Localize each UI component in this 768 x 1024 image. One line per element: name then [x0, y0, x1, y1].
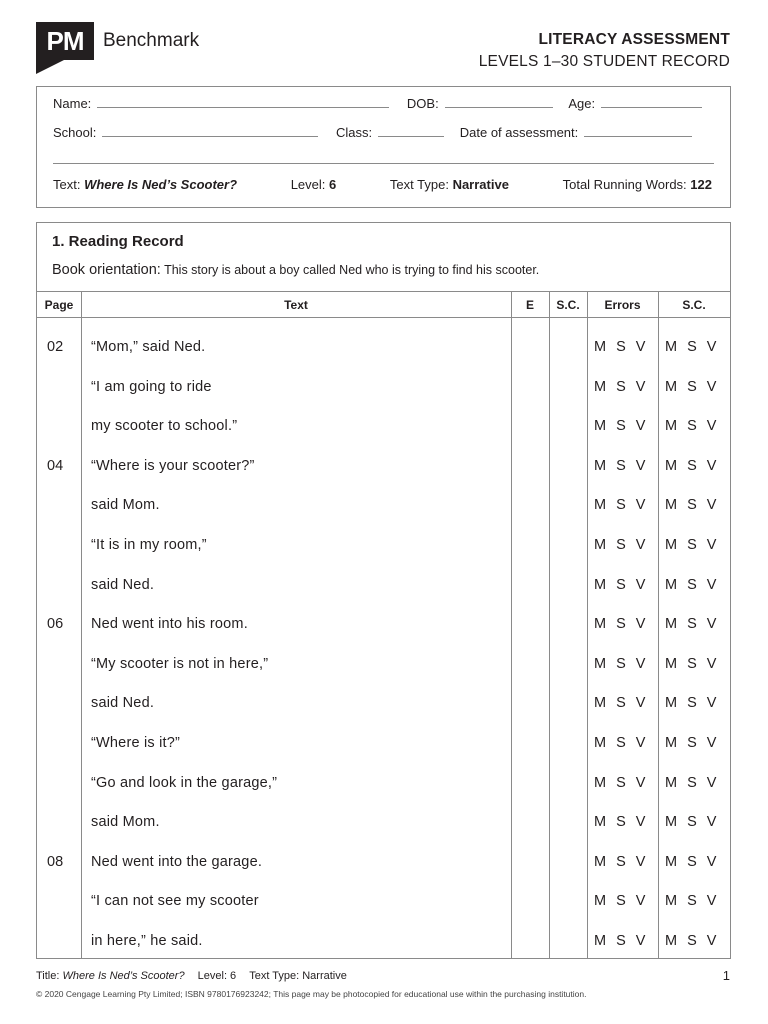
text-cell: “Where is your scooter?” — [91, 457, 255, 474]
info-row-2 — [53, 125, 692, 140]
text-cell: in here,” he said. — [91, 933, 203, 949]
class-label: Class: — [336, 125, 373, 140]
footer-title-label: Title: — [36, 970, 60, 982]
age-field[interactable] — [601, 96, 702, 108]
errors-msv[interactable]: M S V — [594, 497, 649, 514]
sc-msv[interactable]: M S V — [665, 457, 720, 474]
date-field[interactable] — [584, 125, 692, 137]
sc-msv[interactable]: M S V — [665, 774, 720, 791]
level-label: Level: — [290, 177, 326, 192]
table-row — [37, 616, 730, 656]
sc-msv[interactable]: M S V — [665, 339, 720, 355]
page-subtitle: LEVELS 1–30 STUDENT RECORD — [478, 53, 730, 70]
table-header — [37, 291, 730, 318]
sc-msv[interactable]: M S V — [665, 497, 720, 514]
errors-msv[interactable]: M S V — [594, 616, 649, 633]
errors-msv[interactable]: M S V — [594, 537, 649, 553]
footer-type: Text Type: Narrative — [249, 970, 347, 982]
sc-msv[interactable]: M S V — [665, 933, 720, 949]
col-errors: Errors — [604, 298, 641, 312]
errors-msv[interactable]: M S V — [594, 774, 649, 791]
sc-msv[interactable]: M S V — [665, 537, 720, 553]
footer-level: Level: 6 — [197, 970, 237, 982]
type-label: Text Type: — [389, 177, 449, 192]
sc-msv[interactable]: M S V — [665, 893, 720, 910]
text-cell: my scooter to school.” — [91, 418, 238, 435]
dob-field[interactable] — [445, 96, 553, 108]
sc-msv[interactable]: M S V — [665, 418, 720, 435]
text-cell: “Mom,” said Ned. — [91, 339, 206, 355]
table-row — [37, 418, 730, 458]
book-orientation — [52, 262, 539, 278]
words-value: 122 — [690, 177, 712, 192]
text-cell: “It is in my room,” — [91, 537, 207, 553]
errors-msv[interactable]: M S V — [594, 655, 649, 672]
text-cell: said Ned. — [91, 576, 155, 593]
pm-logo-mark — [36, 22, 94, 74]
student-info-box — [36, 86, 731, 208]
type-info — [390, 177, 509, 192]
errors-msv[interactable]: M S V — [594, 853, 649, 870]
brand-word: Benchmark — [103, 30, 200, 51]
text-cell: Ned went into his room. — [91, 616, 248, 633]
errors-msv[interactable]: M S V — [594, 933, 649, 949]
section-title: 1. Reading Record — [52, 233, 184, 250]
school-field[interactable] — [102, 125, 318, 137]
dob-label: DOB: — [406, 96, 439, 111]
pm-logo-text: PM — [36, 22, 94, 60]
col-page: Page — [44, 298, 74, 312]
school-label: School: — [53, 125, 97, 140]
text-cell: Ned went into the garage. — [91, 853, 263, 870]
table-row — [37, 854, 730, 894]
sc-msv[interactable]: M S V — [665, 655, 720, 672]
errors-msv[interactable]: M S V — [594, 576, 649, 593]
page-number: 1 — [722, 968, 730, 983]
text-cell: said Mom. — [91, 497, 160, 514]
sc-msv[interactable]: M S V — [665, 695, 720, 712]
text-cell: “I am going to ride — [91, 378, 212, 395]
orientation-text: This story is about a boy called Ned who is trying to find his scooter. — [164, 263, 540, 277]
brand-logo — [36, 22, 199, 74]
table-row — [37, 497, 730, 537]
sc-msv[interactable]: M S V — [665, 378, 720, 395]
page-title: LITERACY ASSESSMENT — [538, 31, 730, 48]
col-e: E — [525, 298, 534, 312]
name-label: Name: — [53, 96, 92, 111]
info-row-1 — [53, 96, 702, 111]
reading-record-section — [36, 222, 731, 959]
page-cell: 04 — [47, 457, 64, 474]
errors-msv[interactable]: M S V — [594, 339, 649, 355]
table-row — [37, 775, 730, 815]
table-row — [37, 893, 730, 933]
type-value: Narrative — [452, 177, 509, 192]
errors-msv[interactable]: M S V — [594, 378, 649, 395]
sc-msv[interactable]: M S V — [665, 576, 720, 593]
page-cell: 06 — [47, 616, 64, 633]
page-cell: 08 — [47, 853, 64, 870]
errors-msv[interactable]: M S V — [594, 893, 649, 910]
table-row — [37, 814, 730, 854]
age-label: Age: — [568, 96, 596, 111]
name-field[interactable] — [97, 96, 389, 108]
table-row — [37, 577, 730, 617]
header — [479, 31, 730, 71]
text-cell: said Ned. — [91, 695, 155, 712]
col-text: Text — [284, 298, 308, 312]
errors-msv[interactable]: M S V — [594, 814, 649, 831]
errors-msv[interactable]: M S V — [594, 418, 649, 435]
text-cell: said Mom. — [91, 814, 160, 831]
text-cell: “My scooter is not in here,” — [91, 655, 269, 672]
date-label: Date of assessment: — [459, 125, 579, 140]
table-row — [37, 695, 730, 735]
text-info-row — [53, 177, 712, 192]
footer-title-value: Where Is Ned’s Scooter? — [62, 970, 185, 982]
col-sc2: S.C. — [682, 298, 706, 312]
table-row — [37, 735, 730, 775]
table-row — [37, 537, 730, 577]
orientation-label: Book orientation: — [52, 262, 161, 278]
sc-msv[interactable]: M S V — [665, 735, 720, 751]
class-field[interactable] — [378, 125, 444, 137]
words-info — [563, 177, 712, 192]
copyright: © 2020 Cengage Learning Pty Limited; ISBN 9780176923242; This page may be photocopied for educational use within the purchasing institution. — [36, 989, 587, 999]
table-row — [37, 339, 730, 379]
table-row — [37, 379, 730, 419]
page-cell: 02 — [47, 339, 64, 355]
text-title: Where Is Ned’s Scooter? — [84, 177, 238, 192]
text-cell: “Go and look in the garage,” — [91, 774, 278, 791]
words-label: Total Running Words: — [562, 177, 687, 192]
errors-msv[interactable]: M S V — [594, 735, 649, 751]
text-label: Text: — [53, 177, 81, 192]
footer-info — [36, 970, 347, 982]
text-cell: “Where is it?” — [91, 735, 181, 751]
errors-msv[interactable]: M S V — [594, 457, 649, 474]
sc-msv[interactable]: M S V — [665, 814, 720, 831]
text-info — [53, 177, 237, 192]
level-info — [291, 177, 337, 192]
sc-msv[interactable]: M S V — [665, 853, 720, 870]
table-row — [37, 933, 730, 973]
table-row — [37, 656, 730, 696]
info-divider — [53, 163, 714, 164]
level-value: 6 — [329, 177, 337, 192]
errors-msv[interactable]: M S V — [594, 695, 649, 712]
sc-msv[interactable]: M S V — [665, 616, 720, 633]
text-cell: “I can not see my scooter — [91, 893, 259, 910]
col-sc: S.C. — [556, 298, 580, 312]
table-row — [37, 458, 730, 498]
